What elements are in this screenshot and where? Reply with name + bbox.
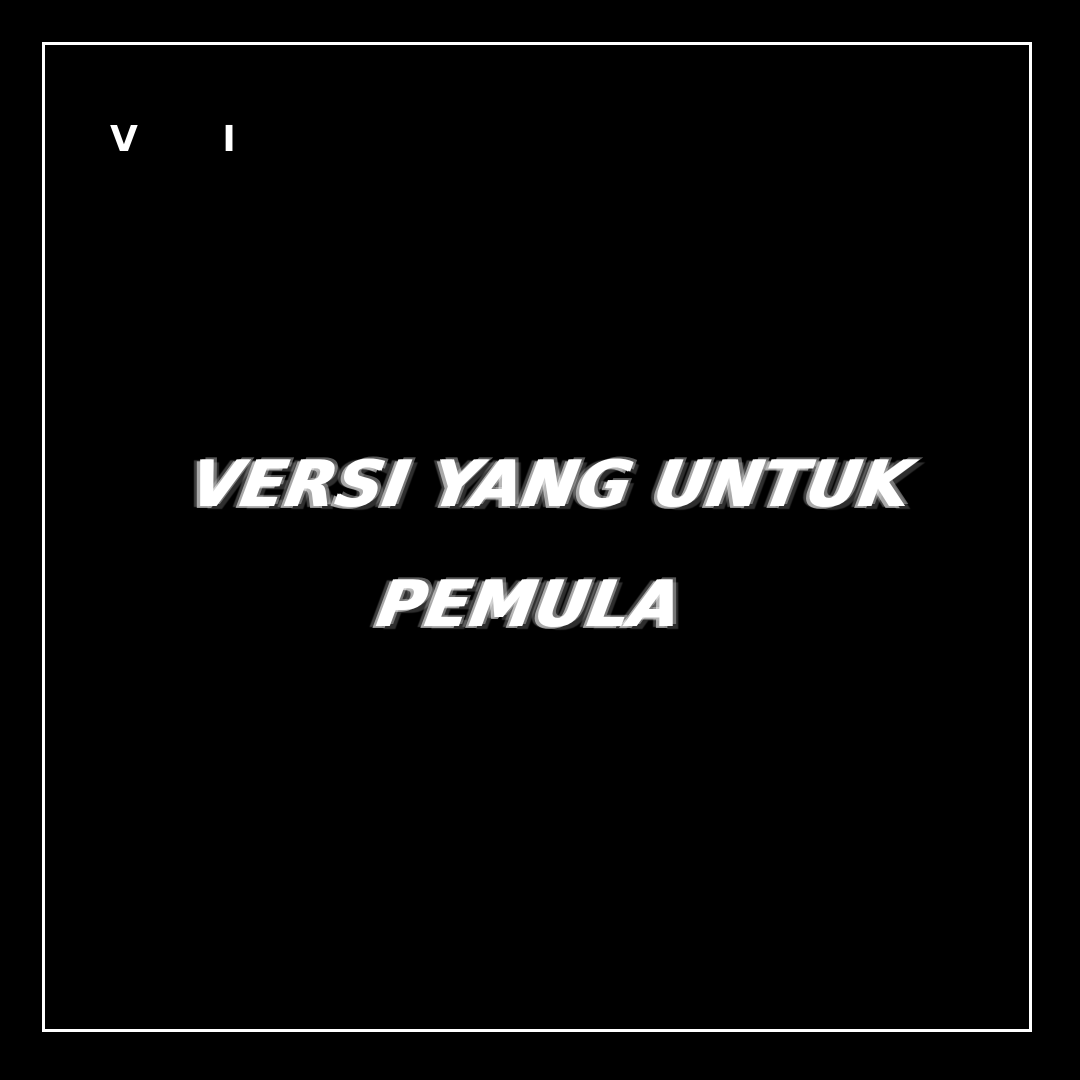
headline	[119, 425, 961, 665]
headline-line-2: PEMULA	[371, 568, 688, 642]
corner-mark: V I	[110, 119, 272, 160]
headline-line-1: VERSI YANG UNTUK	[184, 448, 917, 522]
